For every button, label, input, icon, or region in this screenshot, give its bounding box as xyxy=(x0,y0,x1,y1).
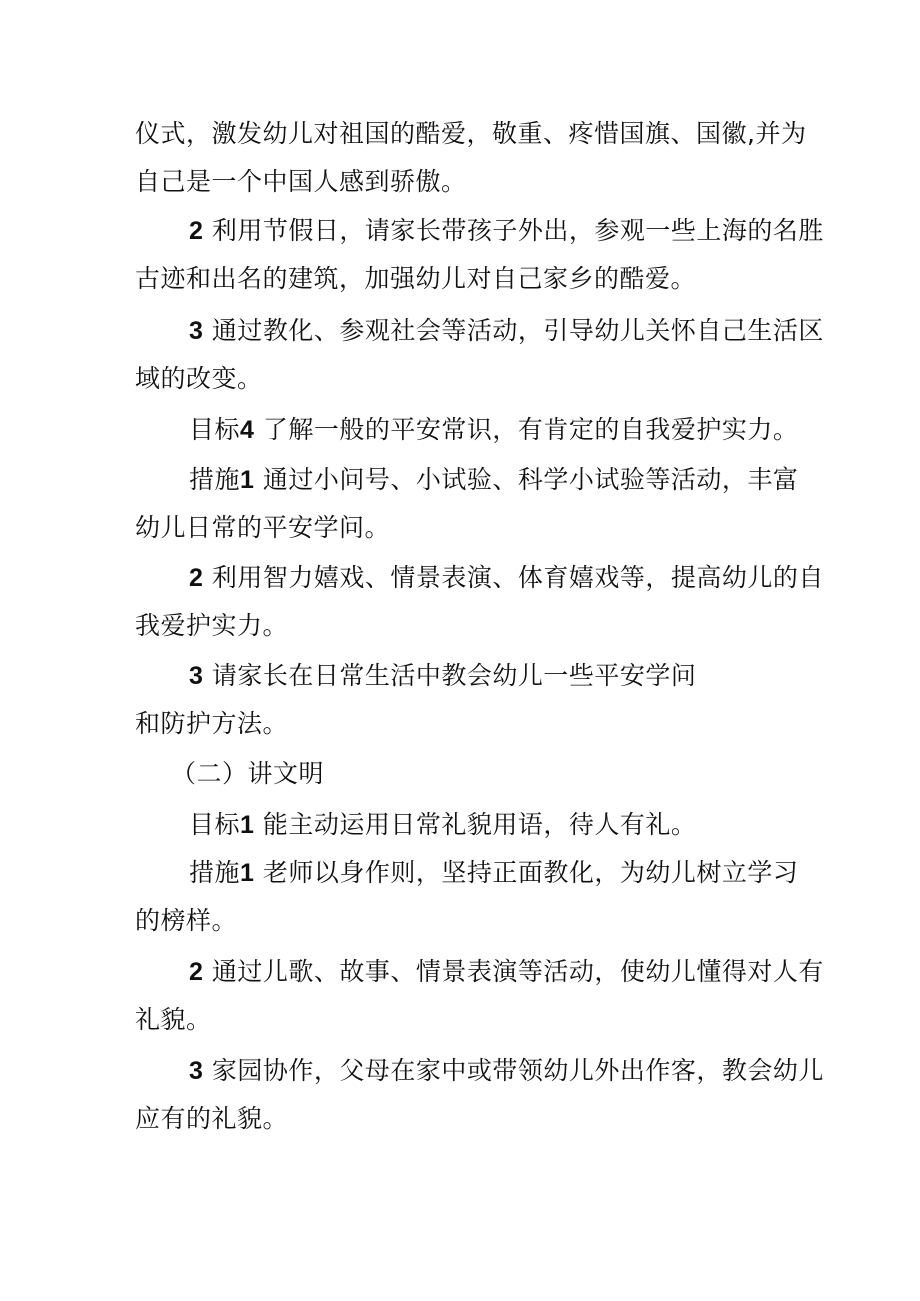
section-heading xyxy=(135,750,795,798)
text-line xyxy=(135,406,799,454)
line-prefix: 目标 xyxy=(189,810,241,839)
line-text: 利用智力嬉戏、情景表演、体育嬉戏等，提高幼儿的自 xyxy=(211,563,824,592)
line-prefix: 措施 xyxy=(189,465,241,494)
line-text: 家园协作，父母在家中或带领幼儿外出作客，教会幼儿 xyxy=(211,1056,824,1085)
paragraph xyxy=(135,554,824,650)
text-line xyxy=(135,652,795,700)
text-line: 和防护方法。 xyxy=(135,709,289,738)
line-prefix: 目标 xyxy=(189,415,241,444)
text-line: 应有的礼貌。 xyxy=(135,1104,289,1133)
item-number: 3 xyxy=(189,1057,204,1085)
text-line xyxy=(135,948,824,996)
text-line xyxy=(135,1047,824,1095)
paragraph xyxy=(135,849,799,945)
line-text: 了解一般的平安常识，有肯定的自我爱护实力。 xyxy=(262,415,799,444)
text-line: 礼貌。 xyxy=(135,1005,212,1034)
item-number: 1 xyxy=(240,466,255,494)
text-line: 幼儿日常的平安学问。 xyxy=(135,513,391,542)
text-line: 的榜样。 xyxy=(135,906,238,935)
text-line: （二）讲文明 xyxy=(171,759,325,788)
item-number: 1 xyxy=(240,811,255,839)
line-text: 请家长在日常生活中教会幼儿一些平安学问 xyxy=(211,661,697,690)
text-line: 我爱护实力。 xyxy=(135,611,289,640)
text-line xyxy=(135,849,799,897)
text-line xyxy=(135,801,795,849)
item-number: 2 xyxy=(189,564,204,592)
line-text: 能主动运用日常礼貌用语，待人有礼。 xyxy=(262,810,697,839)
paragraph xyxy=(135,207,824,303)
paragraph xyxy=(135,307,824,403)
item-number: 4 xyxy=(240,416,255,444)
paragraph xyxy=(135,110,807,206)
text-line xyxy=(135,456,799,504)
paragraph xyxy=(135,456,799,552)
text-line: 仪式，激发幼儿对祖国的酷爱，敬重、疼惜国旗、国徽,并为 xyxy=(135,119,807,148)
text-line xyxy=(135,207,824,255)
line-text: 通过小问号、小试验、科学小试验等活动，丰富 xyxy=(262,465,799,494)
item-number: 3 xyxy=(189,317,204,345)
item-number: 3 xyxy=(189,662,204,690)
paragraph xyxy=(135,406,799,454)
paragraph xyxy=(135,1047,824,1143)
text-line: 域的改变。 xyxy=(135,364,263,393)
text-line xyxy=(135,307,824,355)
item-number: 2 xyxy=(189,217,204,245)
item-number: 2 xyxy=(189,958,204,986)
text-line: 古迹和出名的建筑，加强幼儿对自己家乡的酷爱。 xyxy=(135,264,697,293)
line-text: 通过儿歌、故事、情景表演等活动，使幼儿懂得对人有 xyxy=(211,957,824,986)
line-text: 利用节假日，请家长带孩子外出，参观一些上海的名胜 xyxy=(211,216,824,245)
paragraph xyxy=(135,948,824,1044)
line-text: 老师以身作则，坚持正面教化，为幼儿树立学习 xyxy=(262,858,799,887)
line-prefix: 措施 xyxy=(189,858,241,887)
item-number: 1 xyxy=(240,859,255,887)
paragraph xyxy=(135,652,795,748)
line-text: 通过教化、参观社会等活动，引导幼儿关怀自己生活区 xyxy=(211,316,824,345)
text-line: 自己是一个中国人感到骄傲。 xyxy=(135,167,467,196)
text-line xyxy=(135,554,824,602)
paragraph xyxy=(135,801,795,849)
